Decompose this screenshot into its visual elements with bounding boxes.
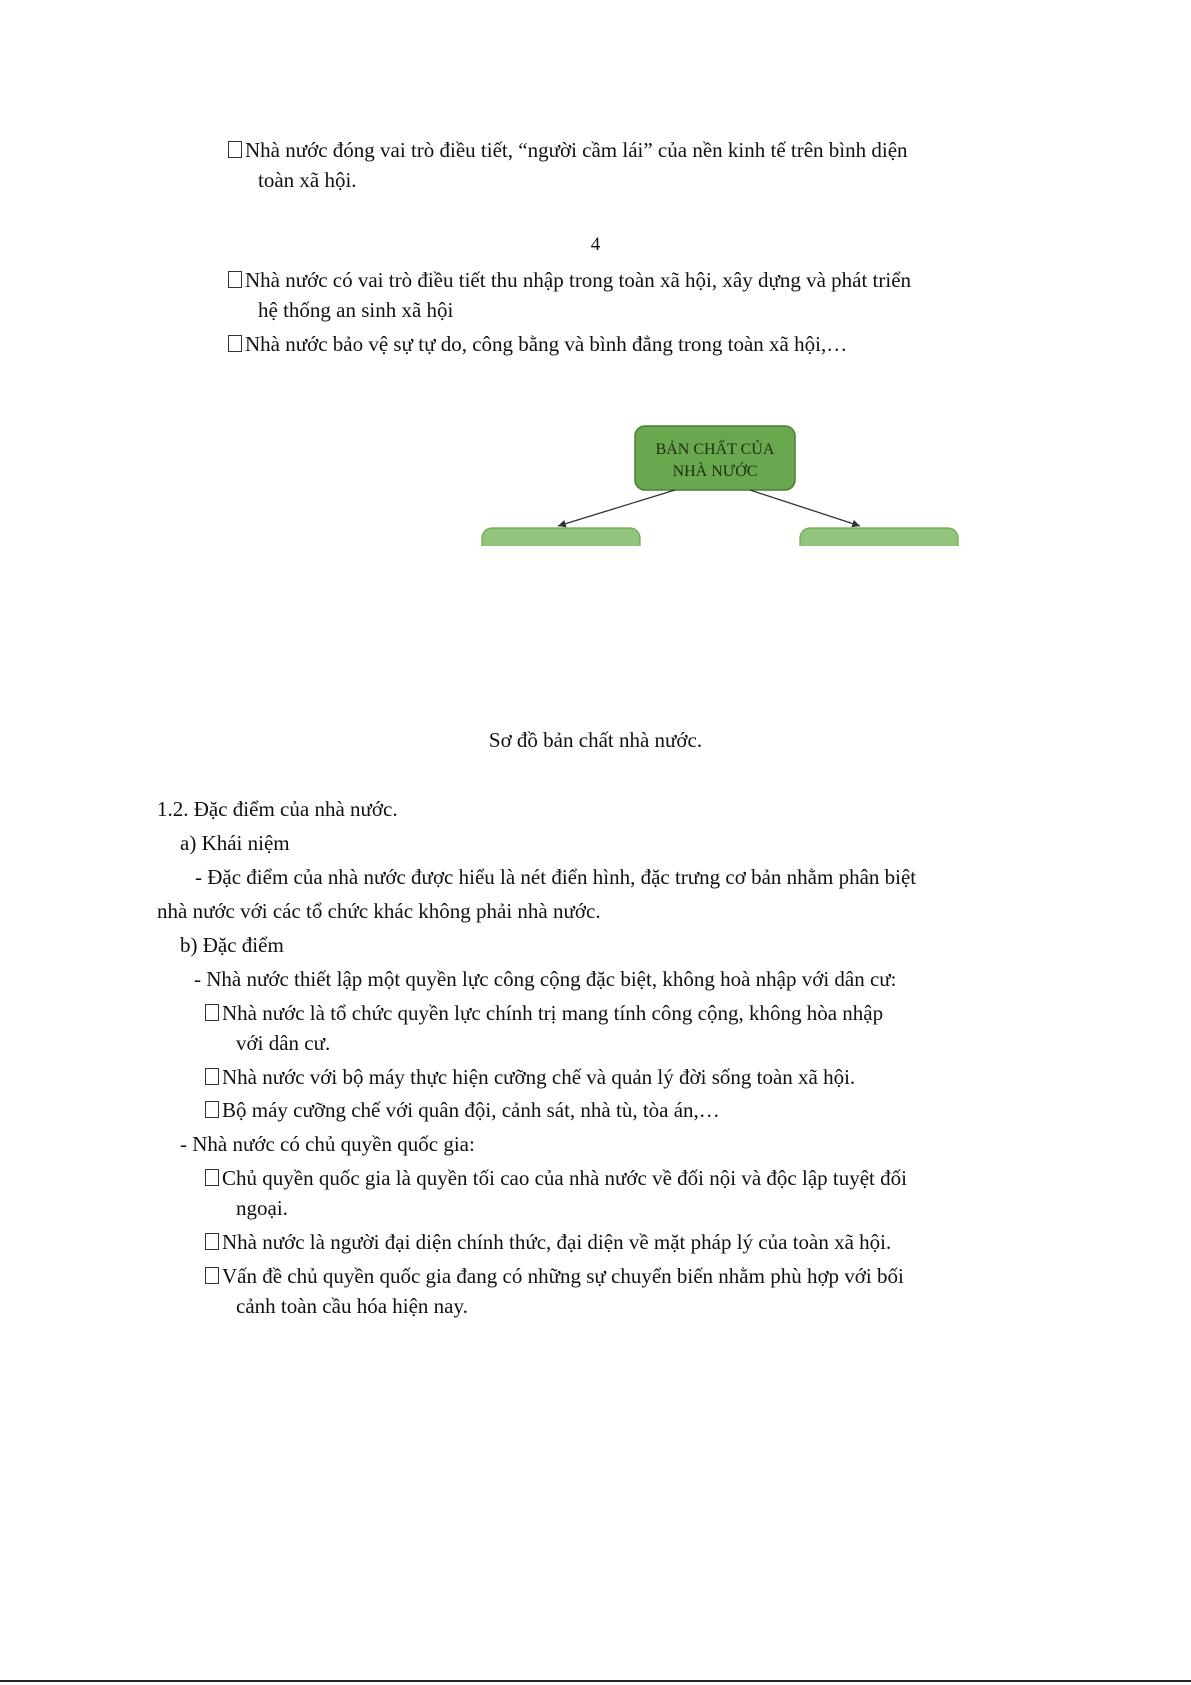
definition-text: - Đặc điểm của nhà nước được hiểu là nét điển hình, đặc trưng cơ bản nhằm phân biệt xyxy=(195,865,917,889)
bullet-item xyxy=(205,1096,720,1124)
bullet-box-icon xyxy=(205,1068,219,1085)
bullet-item xyxy=(228,266,911,294)
bullet-box-icon xyxy=(205,1101,219,1118)
bullet-text: Nhà nước bảo vệ sự tự do, công bằng và bình đẳng trong toàn xã hội,… xyxy=(245,332,848,356)
bullet-text: Nhà nước có vai trò điều tiết thu nhập trong toàn xã hội, xây dựng và phát triển xyxy=(245,268,912,292)
bullet-item xyxy=(205,999,883,1027)
bullet-continuation: ngoại. xyxy=(236,1196,288,1220)
bullet-continuation: toàn xã hội. xyxy=(258,168,357,192)
bullet-text: Bộ máy cưỡng chế với quân đội, cảnh sát, nhà tù, tòa án,… xyxy=(222,1098,720,1122)
bullet-item xyxy=(205,1262,904,1290)
bullet-text: Nhà nước là tổ chức quyền lực chính trị mang tính công cộng, không hòa nhập xyxy=(222,1001,884,1025)
subsection-label-a: a) Khái niệm xyxy=(180,831,290,855)
bullet-continuation: với dân cư. xyxy=(236,1031,331,1055)
definition-text-cont: nhà nước với các tổ chức khác không phải nhà nước. xyxy=(157,899,601,923)
page-bottom-rule xyxy=(0,1680,1191,1682)
bullet-box-icon xyxy=(205,1004,219,1021)
bullet-item xyxy=(228,330,847,358)
bullet-item xyxy=(205,1164,907,1192)
bullet-item xyxy=(205,1063,855,1091)
subsection-label-b: b) Đặc điểm xyxy=(180,933,284,957)
nature-of-state-diagram xyxy=(470,418,970,552)
diagram-connector-left xyxy=(558,490,675,526)
bullet-text: Nhà nước là người đại diện chính thức, đại diện về mặt pháp lý của toàn xã hội. xyxy=(222,1230,892,1254)
bullet-text: Vấn đề chủ quyền quốc gia đang có những sự chuyển biến nhằm phù hợp với bối xyxy=(222,1264,904,1288)
bullet-box-icon xyxy=(228,335,242,352)
feature-point-2: - Nhà nước có chủ quyền quốc gia: xyxy=(180,1132,475,1156)
bullet-box-icon xyxy=(228,271,242,288)
diagram-connector-right xyxy=(750,490,860,526)
page-number: 4 xyxy=(590,234,601,255)
bullet-item xyxy=(228,136,908,164)
section-heading: 1.2. Đặc điểm của nhà nước. xyxy=(157,797,398,821)
diagram-root-label-line1: BẢN CHẤT CỦA xyxy=(655,441,775,458)
diagram-root-label-line2: NHÀ NƯỚC xyxy=(672,463,758,480)
feature-point-1: - Nhà nước thiết lập một quyền lực công cộng đặc biệt, không hoà nhập với dân cư: xyxy=(194,967,897,991)
diagram-caption: Sơ đồ bản chất nhà nước. xyxy=(488,728,703,752)
bullet-text: Nhà nước với bộ máy thực hiện cưỡng chế và quản lý đời sống toàn xã hội. xyxy=(222,1065,856,1089)
bullet-item xyxy=(205,1228,891,1256)
bullet-box-icon xyxy=(205,1169,219,1186)
bullet-text: Nhà nước đóng vai trò điều tiết, “người cầm lái” của nền kinh tế trên bình diện xyxy=(245,138,908,162)
diagram-root-node xyxy=(635,426,795,490)
bullet-box-icon xyxy=(228,141,242,158)
bullet-box-icon xyxy=(205,1233,219,1250)
bullet-continuation: cảnh toàn cầu hóa hiện nay. xyxy=(236,1294,468,1318)
bullet-box-icon xyxy=(205,1267,219,1284)
bullet-text: Chủ quyền quốc gia là quyền tối cao của nhà nước về đối nội và độc lập tuyệt đối xyxy=(222,1166,907,1190)
bullet-continuation: hệ thống an sinh xã hội xyxy=(258,298,454,322)
